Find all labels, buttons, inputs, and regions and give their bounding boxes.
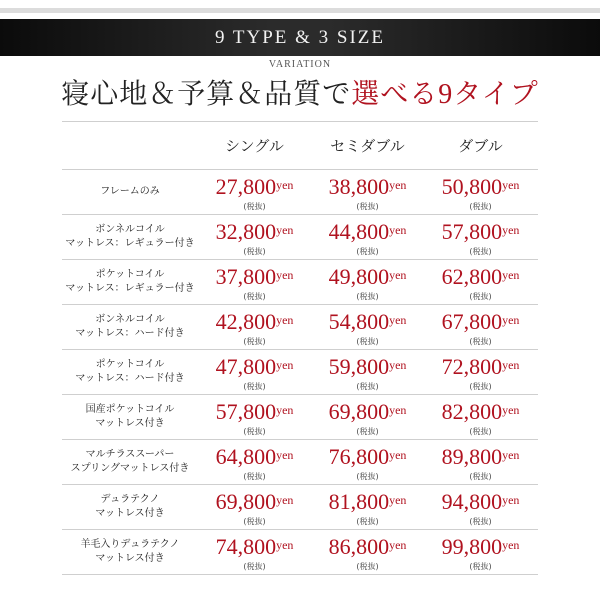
row-label-line2: マットレス：レギュラー付き	[65, 238, 195, 249]
size-single: シングル	[225, 137, 284, 155]
currency-label: yen	[502, 537, 520, 552]
price-value: 59,800	[328, 353, 390, 379]
price-line	[329, 533, 407, 562]
price-cell	[198, 308, 311, 347]
tax-note: (税抜)	[243, 471, 266, 481]
price-cell	[311, 533, 424, 572]
tax-note: (税抜)	[243, 201, 266, 211]
price-value: 94,800	[441, 488, 503, 514]
price-value: 27,800	[215, 173, 277, 199]
price-cell	[198, 353, 311, 392]
row-label-line1: ポケットコイル	[95, 359, 165, 370]
price-line	[329, 398, 407, 427]
size-double: ダブル	[458, 137, 503, 155]
row-label	[62, 313, 198, 341]
row-label-line2: マットレス付き	[95, 508, 165, 519]
price-line	[216, 173, 294, 202]
price-line	[216, 488, 294, 517]
price-cell	[311, 443, 424, 482]
price-line	[216, 533, 294, 562]
tax-note: (税抜)	[469, 246, 492, 256]
price-rows	[62, 170, 538, 575]
price-cell	[311, 173, 424, 212]
table-row	[62, 305, 538, 349]
price-value: 69,800	[328, 398, 390, 424]
currency-label: yen	[276, 222, 294, 237]
price-line	[216, 443, 294, 472]
row-label-line1: ボンネルコイル	[95, 224, 165, 235]
price-line	[442, 488, 520, 517]
row-label-line1: 羊毛入りデュラテクノ	[80, 539, 180, 550]
row-label	[62, 448, 198, 476]
price-cell	[198, 398, 311, 437]
price-line	[442, 533, 520, 562]
price-cell	[198, 488, 311, 527]
price-line	[216, 218, 294, 247]
row-label-line1: 国産ポケットコイル	[85, 404, 175, 415]
tax-note: (税抜)	[356, 336, 379, 346]
currency-label: yen	[502, 267, 520, 282]
price-cell	[311, 488, 424, 527]
currency-label: yen	[389, 357, 407, 372]
table-row	[62, 350, 538, 394]
price-value: 49,800	[328, 263, 390, 289]
price-value: 37,800	[215, 263, 277, 289]
price-value: 50,800	[441, 173, 503, 199]
currency-label: yen	[502, 492, 520, 507]
price-value: 38,800	[328, 173, 390, 199]
price-cell	[198, 533, 311, 572]
headline-red: 選べる9タイプ	[351, 79, 539, 110]
table-divider	[62, 574, 538, 575]
price-cell	[424, 308, 537, 347]
price-line	[442, 308, 520, 337]
row-label	[62, 358, 198, 386]
table-row	[62, 170, 538, 214]
currency-label: yen	[502, 312, 520, 327]
headline	[0, 72, 600, 112]
row-label	[62, 185, 198, 199]
price-line	[329, 353, 407, 382]
price-value: 42,800	[215, 308, 277, 334]
currency-label: yen	[276, 402, 294, 417]
tax-note: (税抜)	[469, 336, 492, 346]
table-row	[62, 530, 538, 574]
price-cell	[198, 218, 311, 257]
currency-label: yen	[276, 357, 294, 372]
price-line	[329, 263, 407, 292]
currency-label: yen	[502, 357, 520, 372]
table-row	[62, 440, 538, 484]
price-cell	[198, 263, 311, 302]
price-line	[216, 353, 294, 382]
price-line	[329, 308, 407, 337]
price-value: 74,800	[215, 533, 277, 559]
price-value: 67,800	[441, 308, 503, 334]
price-cell	[424, 263, 537, 302]
tax-note: (税抜)	[469, 516, 492, 526]
tax-note: (税抜)	[356, 516, 379, 526]
price-value: 86,800	[328, 533, 390, 559]
row-label-line2: マットレス：ハード付き	[75, 328, 185, 339]
price-cell	[424, 398, 537, 437]
price-cell	[424, 533, 537, 572]
price-cell	[198, 173, 311, 212]
tax-note: (税抜)	[469, 291, 492, 301]
row-label-line2: スプリングマットレス付き	[70, 463, 190, 474]
price-cell	[424, 443, 537, 482]
price-cell	[424, 218, 537, 257]
currency-label: yen	[389, 222, 407, 237]
price-cell	[424, 353, 537, 392]
price-line	[329, 443, 407, 472]
price-value: 57,800	[215, 398, 277, 424]
price-value: 69,800	[215, 488, 277, 514]
price-line	[442, 398, 520, 427]
row-label-line1: マルチラススーパー	[85, 449, 175, 460]
tax-note: (税抜)	[243, 291, 266, 301]
price-cell	[311, 308, 424, 347]
price-line	[442, 173, 520, 202]
row-label-line1: デュラテクノ	[100, 494, 160, 505]
price-value: 82,800	[441, 398, 503, 424]
price-cell	[311, 398, 424, 437]
price-value: 89,800	[441, 443, 503, 469]
price-line	[329, 173, 407, 202]
currency-label: yen	[502, 222, 520, 237]
tax-note: (税抜)	[356, 246, 379, 256]
tax-note: (税抜)	[469, 471, 492, 481]
row-label	[62, 223, 198, 251]
currency-label: yen	[276, 447, 294, 462]
currency-label: yen	[502, 447, 520, 462]
size-semi-double: セミダブル	[330, 137, 405, 155]
banner-title: 9 TYPE & 3 SIZE	[214, 26, 386, 48]
price-cell	[311, 353, 424, 392]
price-value: 72,800	[441, 353, 503, 379]
currency-label: yen	[276, 267, 294, 282]
tax-note: (税抜)	[356, 426, 379, 436]
row-label	[62, 538, 198, 566]
price-line	[442, 218, 520, 247]
currency-label: yen	[276, 492, 294, 507]
tax-note: (税抜)	[243, 381, 266, 391]
tax-note: (税抜)	[243, 561, 266, 571]
table-row	[62, 260, 538, 304]
price-line	[442, 263, 520, 292]
price-cell	[311, 263, 424, 302]
price-value: 57,800	[441, 218, 503, 244]
price-line	[442, 353, 520, 382]
row-label-line2: マットレス付き	[95, 553, 165, 564]
tax-note: (税抜)	[356, 381, 379, 391]
table-row	[62, 485, 538, 529]
currency-label: yen	[389, 267, 407, 282]
row-label-line2: マットレス：レギュラー付き	[65, 283, 195, 294]
price-cell	[311, 218, 424, 257]
tax-note: (税抜)	[356, 291, 379, 301]
price-cell	[424, 488, 537, 527]
price-line	[329, 488, 407, 517]
row-label-line1: フレームのみ	[100, 186, 160, 197]
currency-label: yen	[502, 402, 520, 417]
row-label-line2: マットレス：ハード付き	[75, 373, 185, 384]
price-line	[216, 398, 294, 427]
tax-note: (税抜)	[356, 201, 379, 211]
price-value: 64,800	[215, 443, 277, 469]
price-table	[62, 121, 538, 575]
tax-note: (税抜)	[243, 516, 266, 526]
price-line	[216, 308, 294, 337]
price-line	[442, 443, 520, 472]
currency-label: yen	[276, 177, 294, 192]
currency-label: yen	[276, 312, 294, 327]
currency-label: yen	[389, 312, 407, 327]
price-line	[329, 218, 407, 247]
tax-note: (税抜)	[469, 561, 492, 571]
subtitle: VARIATION	[268, 59, 332, 70]
tax-note: (税抜)	[243, 246, 266, 256]
currency-label: yen	[389, 492, 407, 507]
price-value: 44,800	[328, 218, 390, 244]
price-value: 32,800	[215, 218, 277, 244]
currency-label: yen	[389, 177, 407, 192]
price-line	[216, 263, 294, 292]
table-row	[62, 215, 538, 259]
row-label-line1: ボンネルコイル	[95, 314, 165, 325]
row-label	[62, 493, 198, 521]
price-value: 47,800	[215, 353, 277, 379]
currency-label: yen	[389, 447, 407, 462]
currency-label: yen	[389, 402, 407, 417]
currency-label: yen	[276, 537, 294, 552]
currency-label: yen	[502, 177, 520, 192]
currency-label: yen	[389, 537, 407, 552]
headline-dark: 寝心地＆予算＆品質で	[61, 79, 352, 110]
price-cell	[198, 443, 311, 482]
size-header-row	[62, 122, 538, 169]
tax-note: (税抜)	[243, 426, 266, 436]
row-label	[62, 403, 198, 431]
top-divider	[0, 8, 600, 13]
tax-note: (税抜)	[356, 471, 379, 481]
table-row	[62, 395, 538, 439]
tax-note: (税抜)	[356, 561, 379, 571]
row-label-line1: ポケットコイル	[95, 269, 165, 280]
tax-note: (税抜)	[469, 426, 492, 436]
price-value: 76,800	[328, 443, 390, 469]
price-value: 99,800	[441, 533, 503, 559]
price-value: 54,800	[328, 308, 390, 334]
row-label	[62, 268, 198, 296]
price-value: 62,800	[441, 263, 503, 289]
title-banner	[0, 19, 600, 56]
tax-note: (税抜)	[469, 201, 492, 211]
price-value: 81,800	[328, 488, 390, 514]
tax-note: (税抜)	[243, 336, 266, 346]
tax-note: (税抜)	[469, 381, 492, 391]
price-cell	[424, 173, 537, 212]
row-label-line2: マットレス付き	[95, 418, 165, 429]
